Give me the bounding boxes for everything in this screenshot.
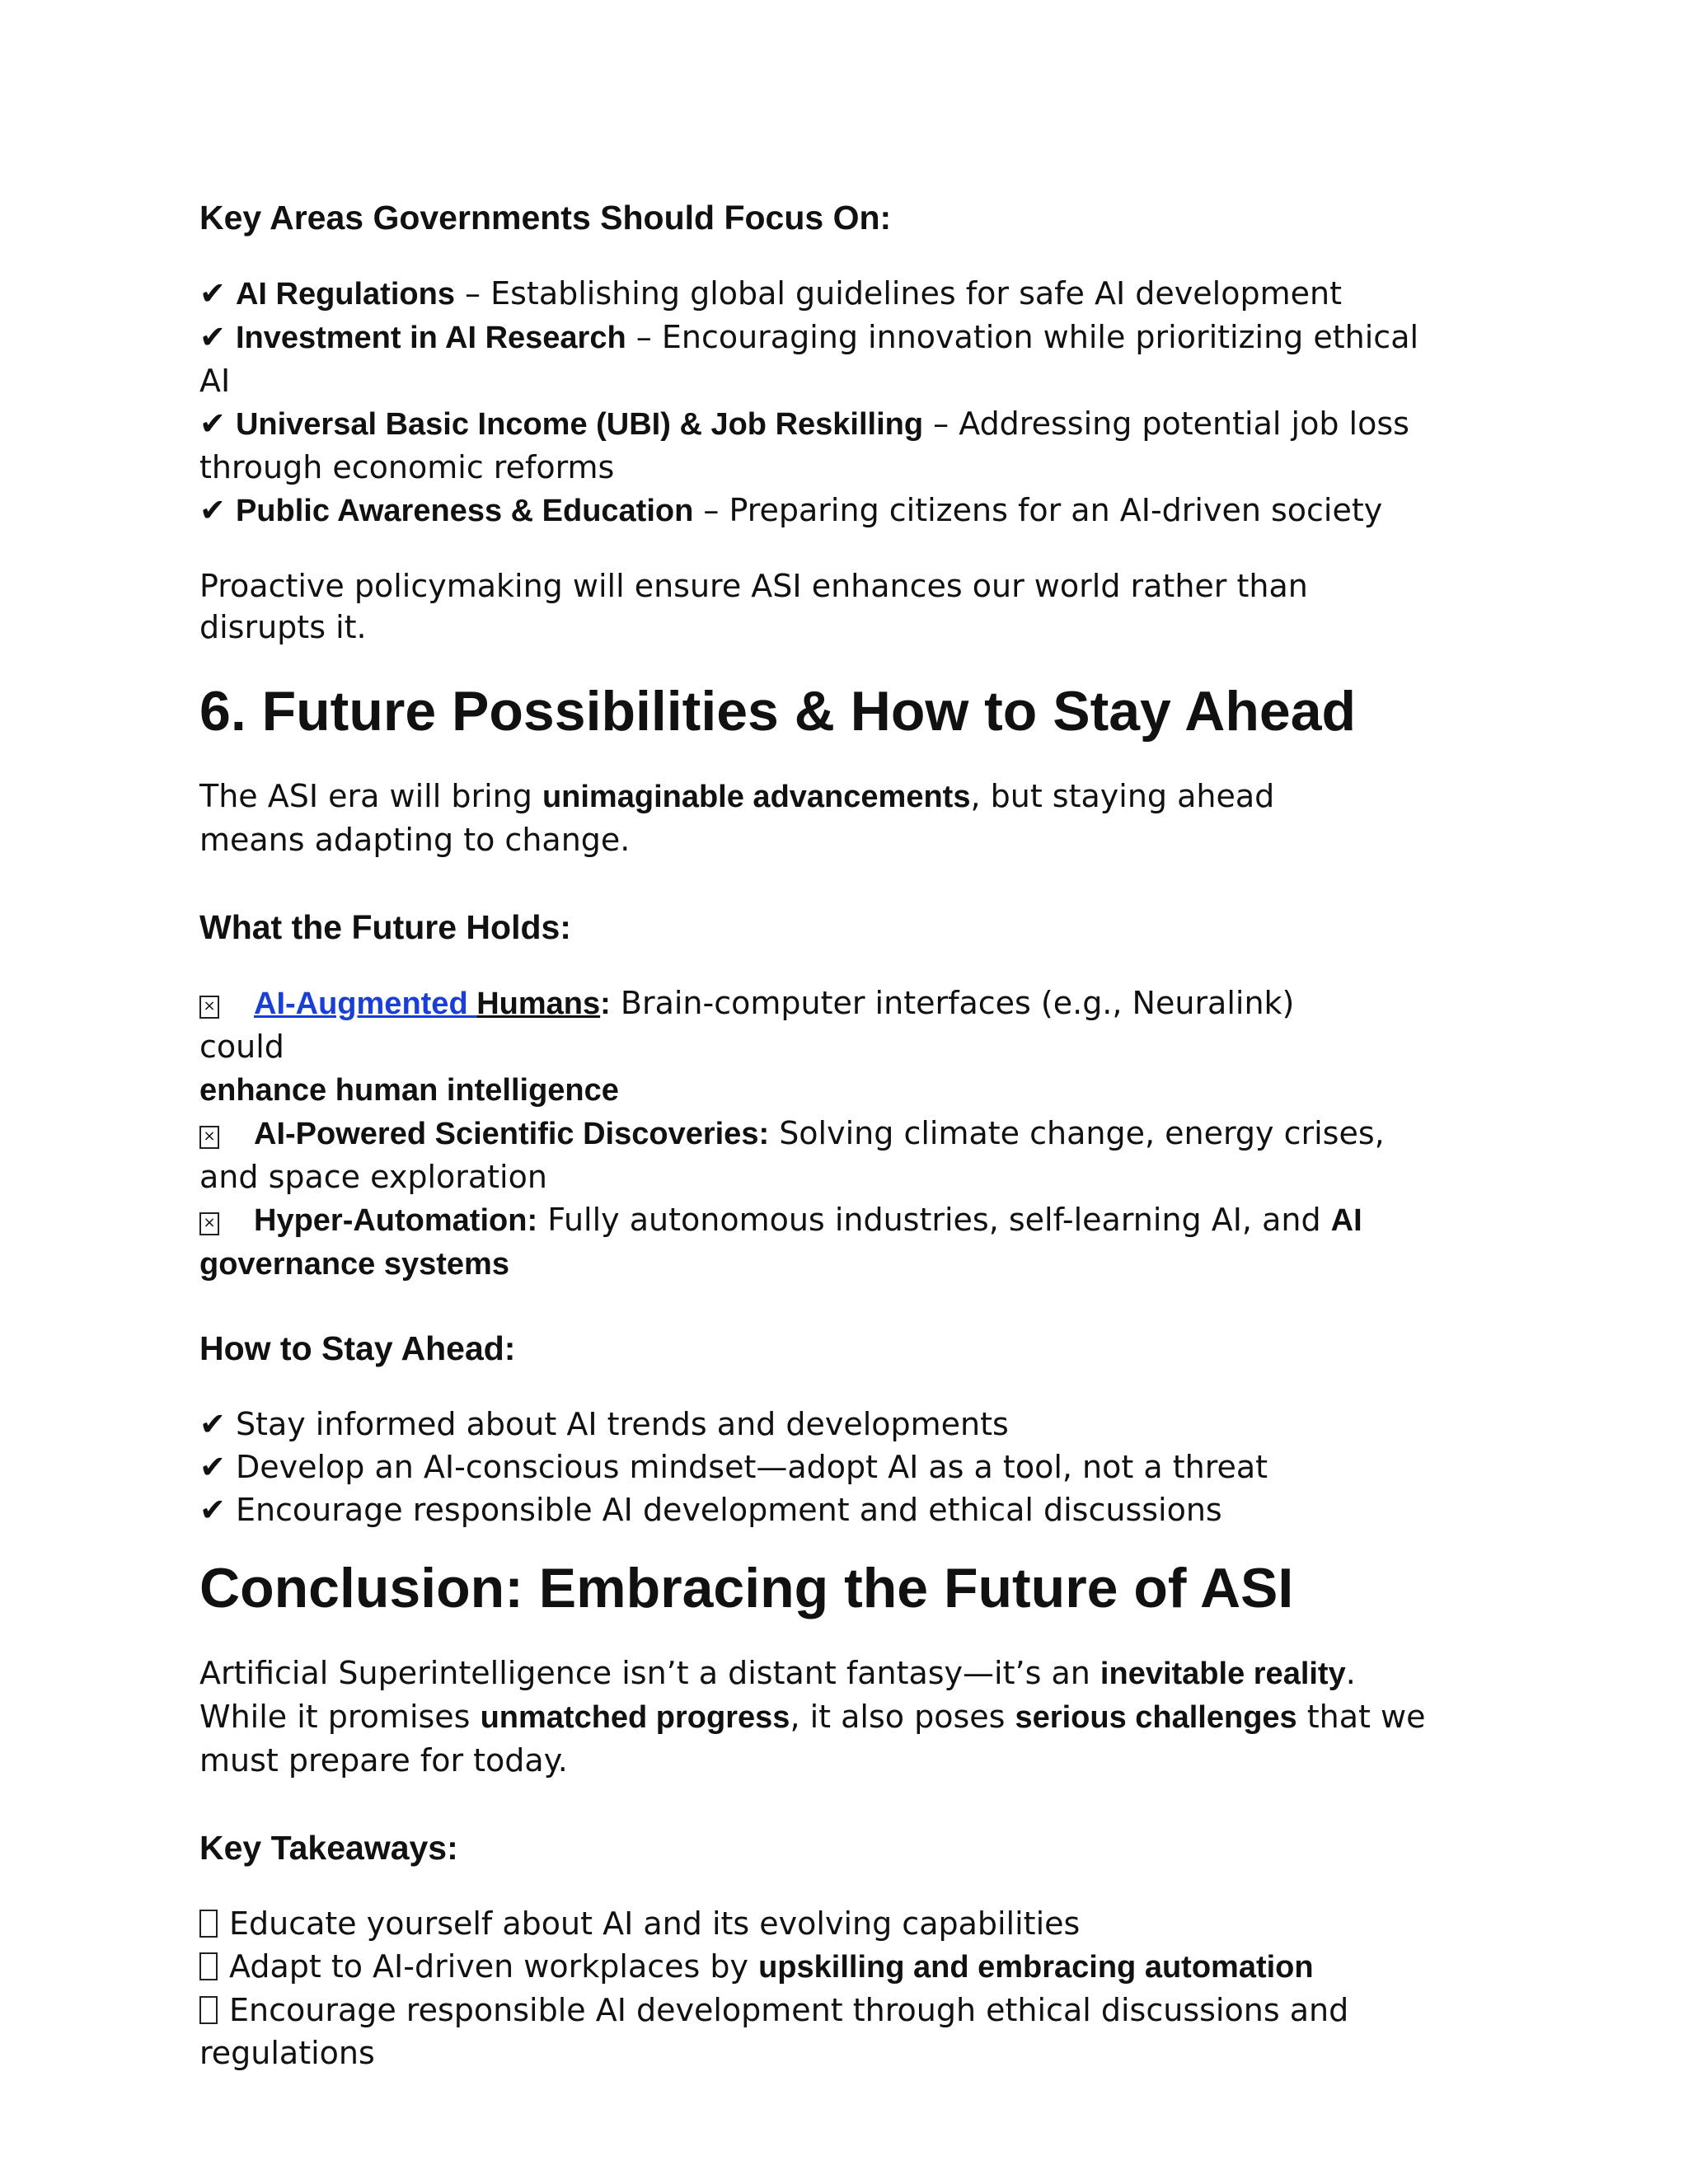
ahead-heading: How to Stay Ahead: (199, 1329, 516, 1367)
future-item-augmented-humans: × AI-Augmented Humans: Brain-computer interfaces (e.g., Neuralink) could (199, 985, 1295, 1065)
missing-glyph-icon (199, 1952, 218, 1980)
ahead-item: ✔ Develop an AI-conscious mindset—adopt AI as a tool, not a threat (199, 1449, 1268, 1485)
box-icon: × (199, 996, 219, 1019)
takeaway-item: Educate yourself about AI and its evolving capabilities (199, 1902, 1419, 1945)
future-item-hyper-automation: × Hyper-Automation: Fully autonomous industries, self-learning AI, and AI governance systems (199, 1202, 1362, 1282)
gov-item-ubi: ✔ Universal Basic Income (UBI) & Job Reskilling – Addressing potential job loss through economic reforms (199, 405, 1409, 485)
takeaways-list (199, 1902, 1419, 2074)
checkmark-icon: ✔ (199, 1406, 226, 1442)
checkmark-icon: ✔ (199, 275, 226, 312)
missing-glyph-icon (199, 1996, 218, 2024)
gov-checklist (199, 272, 1452, 532)
takeaways-heading: Key Takeaways: (199, 1829, 458, 1867)
ahead-item: ✔ Encourage responsible AI development and ethical discussions (199, 1492, 1222, 1528)
checkmark-icon: ✔ (199, 1449, 226, 1485)
section6-title: 6. Future Possibilities & How to Stay Ahead (199, 680, 1357, 743)
future-item-scientific: × AI-Powered Scientific Discoveries: Solving climate change, energy crises, and space exploration (199, 1115, 1385, 1195)
conclusion-paragraph: Artificial Superintelligence isn’t a distant fantasy—it’s an inevitable reality. While it promises unmatched progress, it also poses serious challenges that we must prepare for today. (199, 1655, 1426, 1779)
gov-item-investment: ✔ Investment in AI Research – Encouraging innovation while prioritizing ethical AI (199, 319, 1419, 399)
takeaway-item: Adapt to AI-driven workplaces by upskilling and embracing automation (199, 1945, 1419, 1989)
checkmark-icon: ✔ (199, 319, 226, 355)
gov-closing-paragraph: Proactive policymaking will ensure ASI enhances our world rather than disrupts it. (199, 568, 1308, 645)
ahead-item: ✔ Stay informed about AI trends and developments (199, 1406, 1009, 1442)
gov-item-regulations: ✔ AI Regulations – Establishing global guidelines for safe AI development (199, 275, 1342, 312)
gov-heading: Key Areas Governments Should Focus On: (199, 199, 892, 237)
ahead-checklist (199, 1403, 1485, 1531)
future-heading: What the Future Holds: (199, 908, 571, 946)
future-item-augmented-humans-bold: enhance human intelligence (199, 1073, 619, 1108)
takeaway-item: Encourage responsible AI development through ethical discussions and regulations (199, 1992, 1349, 2071)
box-icon: × (199, 1126, 219, 1149)
checkmark-icon: ✔ (199, 492, 226, 528)
checkmark-icon: ✔ (199, 405, 226, 442)
gov-item-public: ✔ Public Awareness & Education – Preparing citizens for an AI-driven society (199, 492, 1383, 528)
conclusion-title: Conclusion: Embracing the Future of ASI (199, 1557, 1294, 1619)
page-content (199, 194, 1485, 2074)
future-list (199, 982, 1485, 1286)
augmented-humans-link[interactable]: AI-Augmented (254, 987, 477, 1021)
missing-glyph-icon (199, 1910, 218, 1938)
section6-intro: The ASI era will bring unimaginable advancements, but staying ahead means adapting to change. (199, 778, 1275, 858)
box-icon: × (199, 1212, 219, 1235)
checkmark-icon: ✔ (199, 1492, 226, 1528)
